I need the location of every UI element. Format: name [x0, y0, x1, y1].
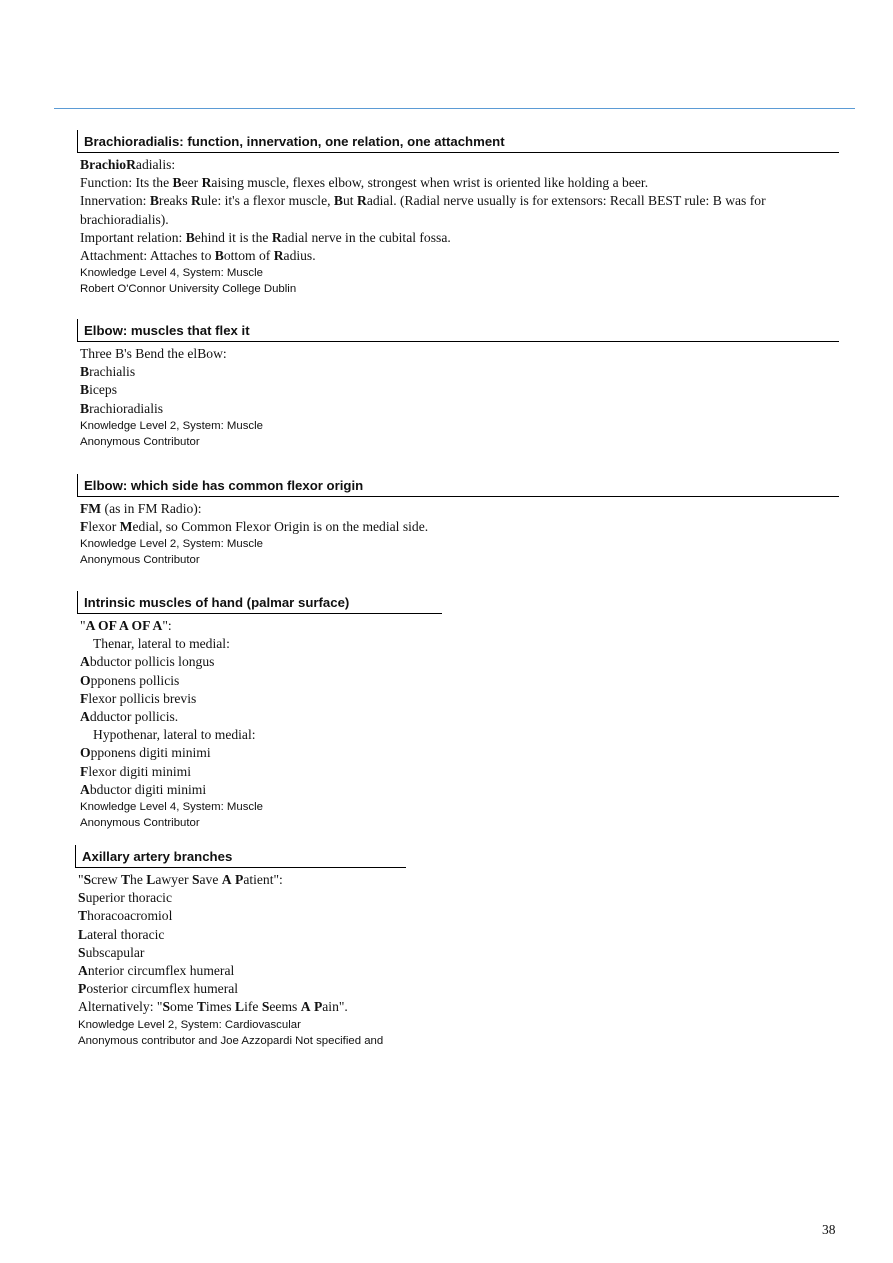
list-item: Flexor digiti minimi: [80, 763, 192, 779]
list-item: Thoracoacromiol: [78, 908, 173, 924]
contributor: Robert O'Connor University College Dublin: [80, 283, 297, 296]
contributor: Anonymous Contributor: [80, 435, 200, 448]
list-item: Opponens pollicis: [80, 672, 180, 688]
list-item: Superior thoracic: [78, 890, 172, 906]
relation-line: Important relation: Behind it is the Radial nerve in the cubital fossa.: [80, 229, 451, 245]
knowledge-level: Knowledge Level 2, System: Muscle: [80, 538, 263, 551]
list-item: Subscapular: [78, 944, 145, 960]
entry-intro: "A OF A OF A":: [80, 618, 172, 633]
knowledge-level: Knowledge Level 2, System: Cardiovascular: [78, 1018, 301, 1031]
subheading: Thenar, lateral to medial:: [93, 636, 230, 652]
list-item: Opponens digiti minimi: [80, 745, 211, 761]
entry-axillary-artery: [75, 845, 406, 1049]
alternative-mnemonic: Alternatively: "Some Times Life Seems A Pain".: [78, 999, 348, 1015]
list-item: Brachioradialis: [80, 400, 164, 416]
entry-elbow-flexors: [77, 319, 839, 450]
entry-intro: "Screw The Lawyer Save A Patient":: [78, 872, 283, 887]
contributor: Anonymous Contributor: [80, 554, 200, 567]
entry-heading: Brachioradialis: function, innervation, one relation, one attachment: [77, 130, 839, 153]
list-item: Adductor pollicis.: [80, 709, 179, 725]
subheading: Hypothenar, lateral to medial:: [93, 727, 256, 743]
entry-brachioradialis: [77, 130, 839, 297]
contributor: Anonymous Contributor: [80, 817, 200, 830]
entry-heading: Axillary artery branches: [75, 845, 406, 868]
entry-heading: Elbow: which side has common flexor origin: [77, 474, 839, 497]
list-item: Posterior circumflex humeral: [78, 981, 239, 997]
entry-line: FM (as in FM Radio):: [80, 501, 202, 516]
entry-intro: Three B's Bend the elBow:: [80, 346, 227, 361]
entry-title-line: BrachioRadialis:: [80, 157, 176, 172]
list-item: Brachialis: [80, 364, 136, 380]
knowledge-level: Knowledge Level 4, System: Muscle: [80, 267, 263, 280]
entry-common-flexor-origin: [77, 474, 839, 568]
list-item: Anterior circumflex humeral: [78, 963, 235, 979]
attachment-line: Attachment: Attaches to Bottom of Radius.: [80, 248, 316, 264]
entry-heading: Elbow: muscles that flex it: [77, 319, 839, 342]
list-item: Abductor digiti minimi: [80, 781, 207, 797]
entry-heading: Intrinsic muscles of hand (palmar surface): [77, 591, 442, 614]
page-number: 38: [822, 1222, 836, 1237]
contributor: Anonymous contributor and Joe Azzopardi Not specified and: [78, 1034, 384, 1047]
list-item: Abductor pollicis longus: [80, 654, 215, 670]
innervation-line: Innervation: Breaks Rule: it's a flexor muscle, But Radial. (Radial nerve usually is for extensors: Recall BEST rule: B was for brachioradialis).: [80, 193, 766, 227]
function-line: Function: Its the Beer Raising muscle, flexes elbow, strongest when wrist is oriented like holding a beer.: [80, 175, 649, 191]
list-item: Lateral thoracic: [78, 926, 165, 942]
entry-line: Flexor Medial, so Common Flexor Origin is on the medial side.: [80, 519, 429, 535]
list-item: Biceps: [80, 382, 118, 398]
entry-hand-intrinsic-muscles: [77, 591, 442, 831]
knowledge-level: Knowledge Level 2, System: Muscle: [80, 419, 263, 432]
list-item: Flexor pollicis brevis: [80, 690, 197, 706]
header-rule: [54, 108, 855, 109]
knowledge-level: Knowledge Level 4, System: Muscle: [80, 801, 263, 814]
